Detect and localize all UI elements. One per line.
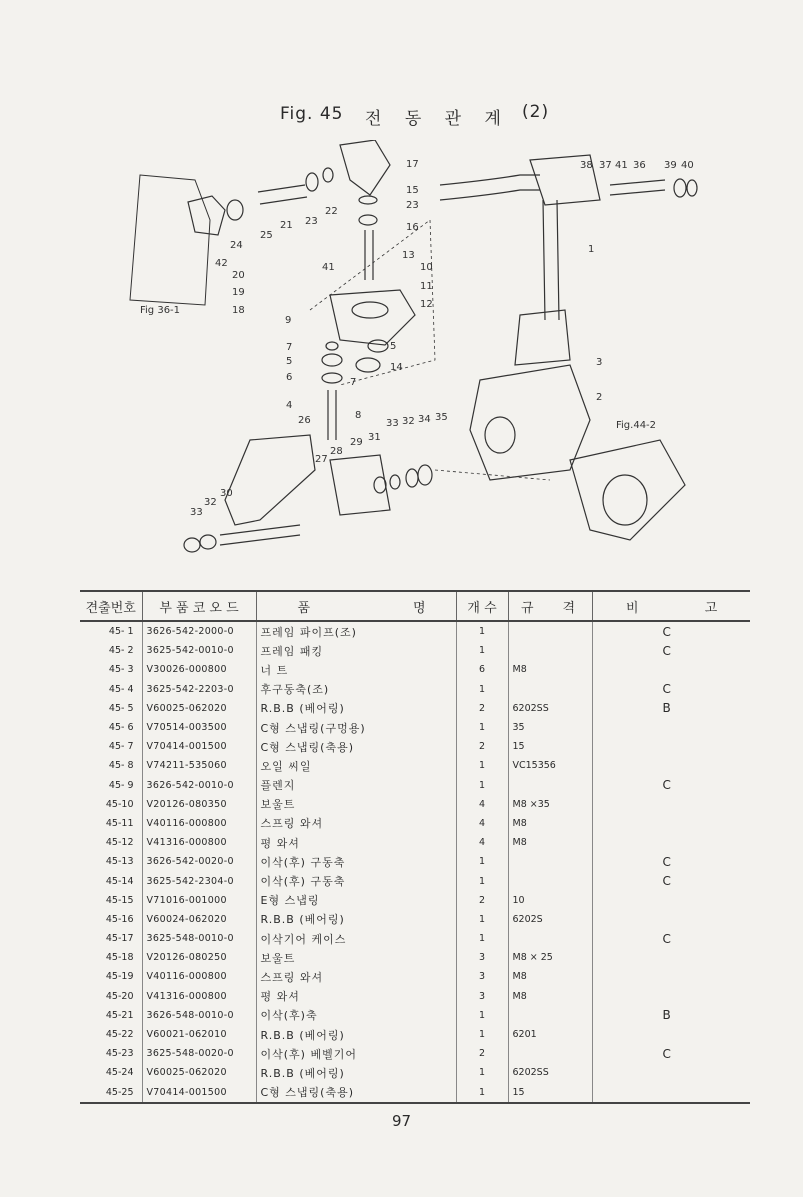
cell-item-no: 45- 1 (80, 621, 142, 641)
cell-note: C (662, 778, 671, 793)
cell-note (592, 718, 750, 737)
cell-spec: 6202S (508, 910, 592, 929)
housing-29-shape (330, 455, 390, 515)
page-number: 97 (391, 1112, 412, 1130)
bearing-34-shape (406, 469, 418, 487)
callout-28: 28 (330, 446, 343, 457)
cell-part-name: 이삭(후) 구동축 (256, 852, 456, 871)
callout-21: 21 (280, 220, 293, 231)
cell-spec: M8 (508, 833, 592, 852)
cell-note (592, 737, 750, 756)
cell-item-no: 45-11 (80, 814, 142, 833)
cell-part-name: R.B.B (베어링) (256, 910, 456, 929)
table-row (80, 910, 750, 929)
cell-part-code: V70414-001500 (142, 1083, 256, 1103)
cell-qty: 2 (456, 891, 508, 910)
callout-4: 4 (286, 400, 293, 411)
cell-part-name: 이삭기어 케이스 (256, 929, 456, 948)
cell-part-name: 이삭(후) 구동축 (256, 871, 456, 890)
header-qty: 개 수 (456, 591, 508, 621)
ring-31-shape (374, 477, 386, 493)
cell-qty: 1 (456, 1063, 508, 1082)
callout-39: 39 (664, 160, 677, 171)
cell-part-name: 스프링 와셔 (256, 814, 456, 833)
cell-part-name: 프레임 패킹 (256, 641, 456, 660)
cell-part-code: 3626-548-0010-0 (142, 1006, 256, 1025)
header-spec-right: 격 (546, 591, 592, 621)
cell-item-no: 45- 5 (80, 699, 142, 718)
callout-10: 10 (420, 262, 433, 273)
callout-22: 22 (325, 206, 338, 217)
table-row (80, 621, 750, 641)
cell-spec (508, 1044, 592, 1063)
cell-spec: M8 (508, 660, 592, 679)
cell-part-name: 오일 씨일 (256, 756, 456, 775)
callout-32b: 32 (402, 416, 415, 427)
cell-note (592, 814, 750, 833)
cell-qty: 1 (456, 929, 508, 948)
cell-note (592, 948, 750, 967)
table-row (80, 660, 750, 679)
snap-ring-6-shape (322, 373, 342, 383)
cell-part-name: C형 스냅링(축용) (256, 1083, 456, 1103)
cell-qty: 1 (456, 718, 508, 737)
ref-fig36-1: Fig 36-1 (140, 305, 181, 316)
cell-part-code: V30026-000800 (142, 660, 256, 679)
cell-qty: 2 (456, 1044, 508, 1063)
callout-13: 13 (402, 250, 415, 261)
callout-5: 5 (286, 356, 293, 367)
cell-qty: 1 (456, 852, 508, 871)
cell-qty: 2 (456, 737, 508, 756)
callout-11: 11 (420, 281, 433, 292)
cell-note (592, 660, 750, 679)
cell-part-name: C형 스냅링(축용) (256, 737, 456, 756)
cell-note: C (662, 854, 671, 869)
callout-3: 3 (596, 357, 603, 368)
callout-25: 25 (260, 230, 273, 241)
cell-spec: 6202SS (508, 699, 592, 718)
table-row (80, 641, 750, 660)
callout-2: 2 (596, 392, 603, 403)
callout-18: 18 (232, 305, 245, 316)
cell-part-name: R.B.B (베어링) (256, 1025, 456, 1044)
cell-qty: 4 (456, 795, 508, 814)
cell-item-no: 45-18 (80, 948, 142, 967)
cell-part-code: V40116-000800 (142, 967, 256, 986)
axle-flange-shape (603, 475, 647, 525)
table-row (80, 1063, 750, 1082)
case-port-shape (485, 417, 515, 453)
cell-part-code: V41316-000800 (142, 833, 256, 852)
cell-qty: 1 (456, 776, 508, 795)
ring-32b-shape (390, 475, 400, 489)
seal-40-shape (687, 180, 697, 196)
flange-boss-shape (352, 302, 388, 318)
cell-item-no: 45-12 (80, 833, 142, 852)
callout-17: 17 (406, 159, 419, 170)
pipe-bracket-shape (515, 310, 570, 365)
left-bearing-shape (227, 200, 243, 220)
cell-item-no: 45-17 (80, 929, 142, 948)
table-row (80, 756, 750, 775)
cell-item-no: 45-19 (80, 967, 142, 986)
cell-note: C (662, 1046, 671, 1061)
cell-item-no: 45-16 (80, 910, 142, 929)
table-row (80, 699, 750, 718)
cell-part-name: 후구동축(조) (256, 680, 456, 699)
callout-30: 30 (220, 488, 233, 499)
cell-part-code: V20126-080350 (142, 795, 256, 814)
cell-item-no: 45- 3 (80, 660, 142, 679)
cell-part-name: 너 트 (256, 660, 456, 679)
cell-qty: 6 (456, 660, 508, 679)
cell-part-code: V60025-062020 (142, 1063, 256, 1082)
cell-spec (508, 621, 592, 641)
callout-14: 14 (390, 362, 403, 373)
callout-23: 23 (406, 200, 419, 211)
callout-9: 9 (285, 315, 292, 326)
exploded-parts-diagram (100, 140, 700, 580)
snap-ring-15-shape (359, 196, 377, 204)
header-name-left: 품 (256, 591, 351, 621)
table-row (80, 1025, 750, 1044)
callout-16: 16 (406, 222, 419, 233)
table-row (80, 795, 750, 814)
header-note-left: 비 (592, 591, 672, 621)
cell-part-name: 프레임 파이프(조) (256, 621, 456, 641)
cell-qty: 4 (456, 814, 508, 833)
cell-qty: 1 (456, 1025, 508, 1044)
cell-part-name: 평 와셔 (256, 987, 456, 1006)
cell-item-no: 45-21 (80, 1006, 142, 1025)
cell-note: B (662, 701, 671, 716)
shaft-13-shape (365, 230, 373, 280)
cell-note (592, 833, 750, 852)
cell-item-no: 45-14 (80, 871, 142, 890)
parts-table-wrapper (80, 590, 750, 1104)
figure-number: (2) (522, 102, 550, 122)
header-spec-left: 규 (508, 591, 546, 621)
callout-29: 29 (350, 437, 363, 448)
cell-note: C (662, 931, 671, 946)
cell-note: C (662, 874, 671, 889)
callout-7b: 7 (350, 377, 357, 388)
cell-part-code: V41316-000800 (142, 987, 256, 1006)
cell-item-no: 45- 7 (80, 737, 142, 756)
gear-23-shape (306, 173, 318, 191)
parts-table (80, 590, 750, 1104)
callout-33b: 33 (386, 418, 399, 429)
callout-27: 27 (315, 454, 328, 465)
bearing-5b-shape (368, 340, 388, 352)
callout-34: 34 (418, 414, 431, 425)
seal-32-shape (200, 535, 216, 549)
table-row (80, 929, 750, 948)
cell-qty: 1 (456, 910, 508, 929)
table-row (80, 1006, 750, 1025)
cell-note: C (662, 624, 671, 639)
callout-8: 8 (355, 410, 362, 421)
cell-part-name: 평 와셔 (256, 833, 456, 852)
table-row (80, 967, 750, 986)
callout-fig44-2: Fig.44-2 (616, 420, 657, 431)
cell-note (592, 987, 750, 1006)
bearing-22-shape (323, 168, 333, 182)
cell-item-no: 45- 4 (80, 680, 142, 699)
cell-part-code: V70414-001500 (142, 737, 256, 756)
header-note-right: 고 (672, 591, 750, 621)
callout-7: 7 (286, 342, 293, 353)
cell-note (592, 1063, 750, 1082)
table-row (80, 776, 750, 795)
cell-part-name: 이삭(후)축 (256, 1006, 456, 1025)
cell-part-code: V74211-535060 (142, 756, 256, 775)
table-row (80, 1044, 750, 1063)
cell-qty: 1 (456, 1006, 508, 1025)
cell-spec: 6201 (508, 1025, 592, 1044)
cell-part-code: V60024-062020 (142, 910, 256, 929)
frame-pipe-upper-shape (440, 175, 540, 200)
cell-item-no: 45-15 (80, 891, 142, 910)
shaft-36-shape (610, 180, 665, 195)
cell-part-name: 플렌지 (256, 776, 456, 795)
header-name-right: 명 (351, 591, 456, 621)
cell-qty: 1 (456, 1083, 508, 1103)
bearing-16-shape (359, 215, 377, 225)
left-plate-shape (130, 175, 210, 305)
cell-note (592, 910, 750, 929)
cell-spec: 15 (508, 737, 592, 756)
cell-item-no: 45- 8 (80, 756, 142, 775)
table-row (80, 680, 750, 699)
cell-part-name: 보울트 (256, 795, 456, 814)
gear-14-shape (356, 358, 380, 372)
bearing-5-shape (322, 354, 342, 366)
cell-item-no: 45-13 (80, 852, 142, 871)
cell-spec (508, 776, 592, 795)
table-row (80, 833, 750, 852)
cell-spec: 15 (508, 1083, 592, 1103)
callout-40: 40 (681, 160, 694, 171)
callout-31: 31 (368, 432, 381, 443)
callout-5b: 5 (390, 341, 397, 352)
cell-part-code: 3626-542-0020-0 (142, 852, 256, 871)
callout-35: 35 (435, 412, 448, 423)
callout-32: 32 (204, 497, 217, 508)
cell-qty: 1 (456, 621, 508, 641)
callout-15: 15 (406, 185, 419, 196)
cell-qty: 3 (456, 987, 508, 1006)
callout-1: 1 (588, 244, 595, 255)
cell-spec (508, 641, 592, 660)
shaft-30-shape (220, 525, 300, 545)
arm-29-shape (225, 435, 315, 525)
gear-35-shape (418, 465, 432, 485)
ring-33-shape (184, 538, 200, 552)
cell-qty: 1 (456, 756, 508, 775)
cell-part-code: 3625-542-2304-0 (142, 871, 256, 890)
cell-part-code: V71016-001000 (142, 891, 256, 910)
cell-qty: 4 (456, 833, 508, 852)
table-row (80, 737, 750, 756)
gear-case-17-shape (340, 140, 390, 195)
callout-20: 20 (232, 270, 245, 281)
callout-33: 33 (190, 507, 203, 518)
cell-spec (508, 680, 592, 699)
figure-label: Fig. 45 (280, 104, 344, 124)
cell-item-no: 45-20 (80, 987, 142, 1006)
cell-item-no: 45- 9 (80, 776, 142, 795)
callout-23b: 23 (305, 216, 318, 227)
cell-item-no: 45-22 (80, 1025, 142, 1044)
cell-part-code: 3626-542-0010-0 (142, 776, 256, 795)
cell-part-code: 3625-548-0010-0 (142, 929, 256, 948)
cell-part-name: 보울트 (256, 948, 456, 967)
cell-item-no: 45-10 (80, 795, 142, 814)
table-row (80, 987, 750, 1006)
cell-note (592, 1025, 750, 1044)
left-housing-shape (188, 196, 225, 235)
snap-ring-7-shape (326, 342, 338, 350)
diagram-svg (100, 140, 700, 580)
cell-part-code: 3625-542-0010-0 (142, 641, 256, 660)
table-row (80, 948, 750, 967)
callout-38: 38 (580, 160, 593, 171)
cell-part-code: 3626-542-2000-0 (142, 621, 256, 641)
cell-part-name: E형 스냅링 (256, 891, 456, 910)
table-header-row (80, 591, 750, 621)
cell-spec (508, 1006, 592, 1025)
table-row (80, 718, 750, 737)
callout-42: 42 (215, 258, 228, 269)
cell-part-name: R.B.B (베어링) (256, 1063, 456, 1082)
cell-spec: M8 (508, 967, 592, 986)
cell-spec: M8 (508, 814, 592, 833)
cell-qty: 2 (456, 699, 508, 718)
cell-note (592, 1083, 750, 1103)
cell-item-no: 45- 2 (80, 641, 142, 660)
cell-item-no: 45- 6 (80, 718, 142, 737)
cell-item-no: 45-24 (80, 1063, 142, 1082)
transmission-case-shape (470, 365, 590, 480)
cell-note: B (662, 1008, 671, 1023)
callout-24: 24 (230, 240, 243, 251)
callout-12: 12 (420, 299, 433, 310)
cell-note (592, 967, 750, 986)
callout-37: 37 (599, 160, 612, 171)
header-item-no: 견출번호 (80, 591, 142, 621)
callout-6: 6 (286, 372, 293, 383)
callout-41: 41 (615, 160, 628, 171)
cell-note: C (662, 643, 671, 658)
cell-spec: M8 × 25 (508, 948, 592, 967)
cell-note (592, 795, 750, 814)
table-row (80, 891, 750, 910)
cell-part-name: C형 스냅링(구멍용) (256, 718, 456, 737)
frame-pipe-vertical-shape (543, 200, 559, 320)
cell-part-code: V60025-062020 (142, 699, 256, 718)
cell-spec (508, 929, 592, 948)
figure-korean-title: 전 동 관 계 (365, 109, 510, 129)
cell-spec (508, 852, 592, 871)
bearing-39-shape (674, 179, 686, 197)
cell-part-name: R.B.B (베어링) (256, 699, 456, 718)
cell-part-code: V60021-062010 (142, 1025, 256, 1044)
cell-qty: 3 (456, 967, 508, 986)
table-row (80, 1083, 750, 1103)
cell-spec: M8 (508, 987, 592, 1006)
table-row (80, 852, 750, 871)
cell-spec: M8 ×35 (508, 795, 592, 814)
cell-qty: 1 (456, 680, 508, 699)
callout-26: 26 (298, 415, 311, 426)
cell-part-name: 이삭(후) 베벨기어 (256, 1044, 456, 1063)
cell-spec (508, 871, 592, 890)
cell-spec: 10 (508, 891, 592, 910)
cell-part-code: 3625-548-0020-0 (142, 1044, 256, 1063)
cell-part-code: V40116-000800 (142, 814, 256, 833)
header-part-code: 부 품 코 오 드 (142, 591, 256, 621)
parts-table-body (80, 621, 750, 1103)
shaft-21-shape (258, 185, 307, 204)
cell-note (592, 891, 750, 910)
table-row (80, 814, 750, 833)
cell-spec: VC15356 (508, 756, 592, 775)
shaft-4-shape (328, 390, 336, 440)
cell-part-code: V20126-080250 (142, 948, 256, 967)
cell-note (592, 756, 750, 775)
table-row (80, 871, 750, 890)
cell-spec: 6202SS (508, 1063, 592, 1082)
callout-41b: 41 (322, 262, 335, 273)
page-title (250, 104, 580, 134)
cell-part-name: 스프링 와셔 (256, 967, 456, 986)
cell-part-code: 3625-542-2203-0 (142, 680, 256, 699)
cell-qty: 3 (456, 948, 508, 967)
callout-36: 36 (633, 160, 646, 171)
cell-qty: 1 (456, 641, 508, 660)
cell-qty: 1 (456, 871, 508, 890)
callout-19: 19 (232, 287, 245, 298)
cell-part-code: V70514-003500 (142, 718, 256, 737)
cell-item-no: 45-25 (80, 1083, 142, 1103)
cell-item-no: 45-23 (80, 1044, 142, 1063)
cell-spec: 35 (508, 718, 592, 737)
cell-note: C (662, 682, 671, 697)
